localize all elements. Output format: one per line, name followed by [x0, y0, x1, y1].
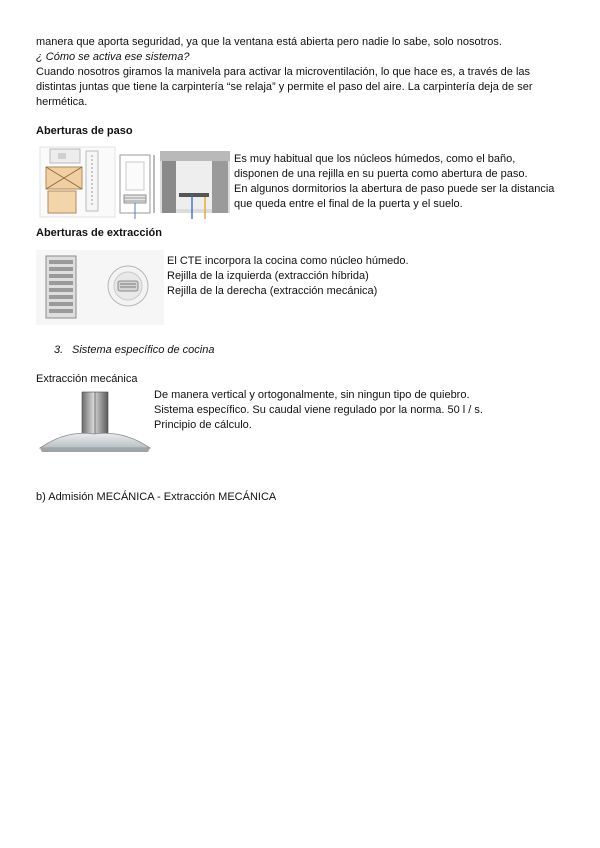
- aberturas-paso-line-3: En algunos dormitorios la abertura de paso puede ser la distancia: [234, 183, 555, 195]
- extraction-grille-figures: [36, 250, 164, 325]
- door-with-grille-image: [120, 155, 155, 219]
- extraccion-mecanica-line-1: De manera vertical y ortogonalmente, sin ningun tipo de quiebro.: [154, 389, 470, 401]
- kitchen-hood-image: [36, 390, 152, 458]
- aberturas-extraccion-line-2: Rejilla de la izquierda (extracción híbrida): [167, 270, 369, 282]
- bathroom-section-image: [160, 151, 230, 219]
- extraccion-mecanica-line-2: Sistema específico. Su caudal viene regulado por la norma. 50 l / s.: [154, 404, 483, 416]
- intro-paragraph-line-2: distintas juntas que tiene la carpintería “se relaja” y permite el paso del aire. La carpintería deja de ser: [36, 81, 533, 93]
- final-line: b) Admisión MECÁNICA - Extracción MECÁNICA: [36, 491, 277, 503]
- aberturas-extraccion-line-1: El CTE incorpora la cocina como núcleo húmedo.: [167, 255, 409, 267]
- extraccion-mecanica-line-3: Principio de cálculo.: [154, 419, 252, 431]
- heading-aberturas-extraccion: Aberturas de extracción: [36, 227, 162, 239]
- intro-question: ¿ Cómo se activa ese sistema?: [36, 51, 190, 63]
- intro-paragraph-line-1: Cuando nosotros giramos la manivela para activar la microventilación, lo que hace es, a través de las: [36, 66, 531, 78]
- mechanical-extraction-grille-image: [108, 266, 148, 306]
- aberturas-extraccion-line-3: Rejilla de la derecha (extracción mecánica): [167, 285, 378, 297]
- aberturas-paso-line-1: Es muy habitual que los núcleos húmedos, como el baño,: [234, 153, 516, 165]
- section-3-title: Sistema específico de cocina: [72, 344, 215, 356]
- heading-aberturas-paso: Aberturas de paso: [36, 125, 133, 137]
- door-frame-detail-image: [40, 147, 115, 217]
- section-3-number: 3.: [54, 344, 64, 356]
- aberturas-paso-line-2: disponen de una rejilla en su puerta como abertura de paso.: [234, 168, 528, 180]
- intro-paragraph-line-3: hermética.: [36, 96, 88, 108]
- intro-line: manera que aporta seguridad, ya que la ventana está abierta pero nadie lo sabe, solo nosotros.: [36, 36, 502, 48]
- extraccion-mecanica-label: Extracción mecánica: [36, 373, 138, 385]
- door-grille-figures: [36, 145, 231, 220]
- aberturas-paso-line-4: que queda entre el final de la puerta y el suelo.: [234, 198, 463, 210]
